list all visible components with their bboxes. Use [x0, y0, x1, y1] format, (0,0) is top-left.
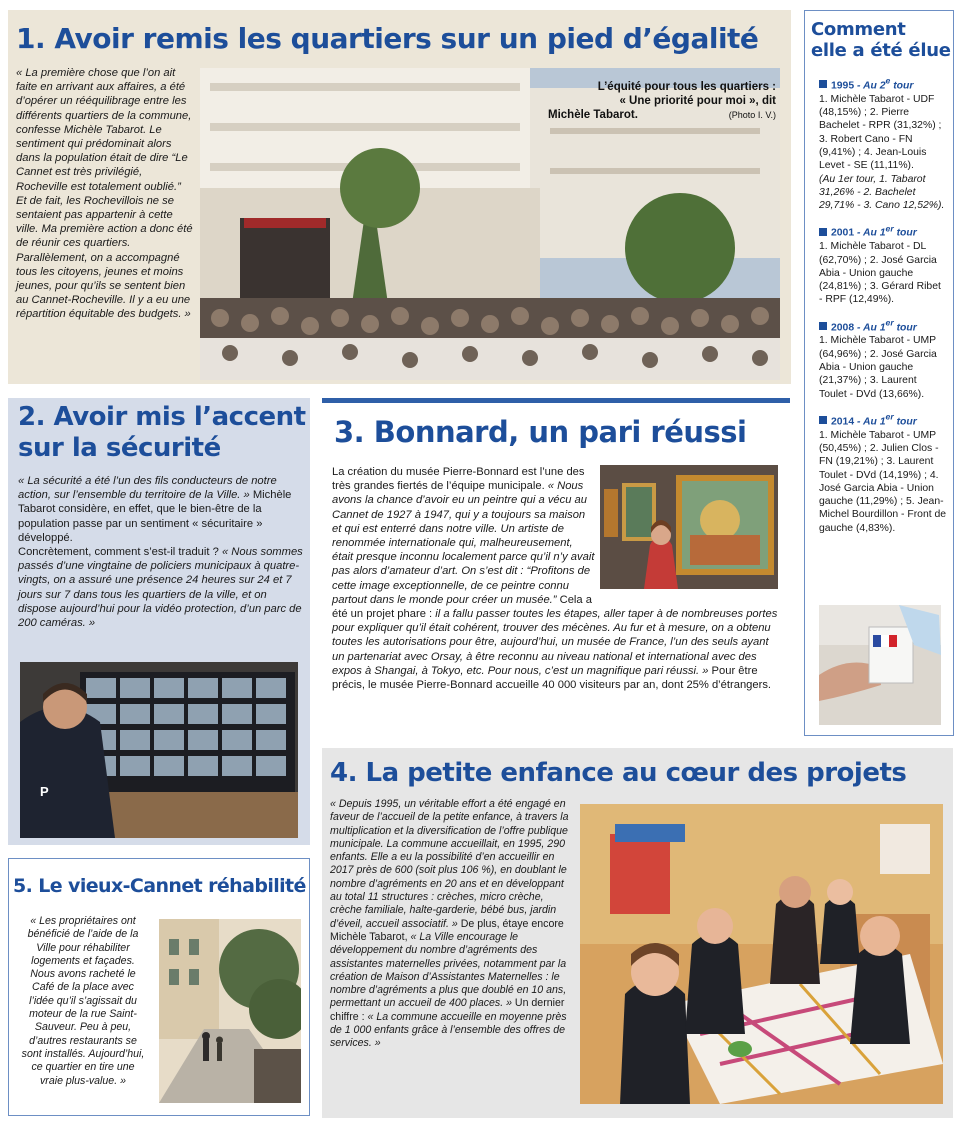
section4-n1: De plus, étaye encore Michèle Tabarot, — [330, 917, 564, 943]
entry-text: 1. Michèle Tabarot - DL (62,70%) ; 2. José Garcia Abia - Union gauche (24,81%) ; 3. Gérard Ribet - RPF (12,49%). — [819, 241, 941, 306]
entry-year: 2001 — [831, 227, 855, 239]
section2-title-line1: 2. Avoir mis l’accent — [18, 402, 306, 432]
sidebar-entry — [819, 222, 947, 306]
caption-line2: « Une priorité pour moi », dit — [619, 95, 776, 107]
square-bullet-icon — [819, 80, 827, 88]
section-vieux-cannet — [8, 858, 310, 1116]
caption-line1: L’équité pour tous les quartiers : — [597, 81, 776, 93]
photo-caption — [548, 80, 776, 122]
square-bullet-icon — [819, 228, 827, 236]
section2-title-line2: sur la sécurité — [18, 433, 221, 463]
section1-title: 1. Avoir remis les quartiers sur un pied d’égalité — [16, 22, 759, 55]
section3-p-quote2: il a fallu passer toutes les étapes, aller taper à de nombreuses portes pour expliquer qu’il était cohérent, trouver des mécènes. Au fur et à mesure, on a obtenu toutes les autorisations pour être, aujourd’hui, un musée de France, l’un des seuls ayant un partenariat avec Orsay, à être reconnu au niveau national et international avec des expos à Shangai, à Tokyo, etc. Pour nous, c’est un magnifique pari réussi. » — [332, 608, 778, 677]
section4-n2: Un dernier chiffre : — [330, 997, 565, 1023]
entry-round-end: tour — [893, 227, 917, 239]
section-quartiers — [8, 10, 791, 384]
section1-body-quote: « La première chose que l’on ait faite en arrivant aux affaires, a été d’opérer un rééquilibrage entre les différents quartiers de la commune, — [16, 67, 192, 122]
caption-line3: Michèle Tabarot. — [548, 109, 638, 121]
section3-p-normal1: La création du musée Pierre-Bonnard est l’une des très grandes fiertés de l’équipe municipale. — [332, 466, 585, 493]
photo-ballot — [819, 605, 941, 725]
entry-text: 1. Michèle Tabarot - UMP (64,96%) ; 2. José Garcia Abia - Union gauche (21,37%) ; 3. Laurent Toulet - DVd (13,66%). — [819, 335, 937, 400]
photo-video-surveillance — [20, 662, 298, 838]
entry-text: 1. Michèle Tabarot - UMP (50,45%) ; 2. Julien Clos - FN (19,21%) ; 3. Laurent Toulet - DVd (14,19%) ; 4. José Garcia Abia - Union gauche (11,29%) ; 5. Jean-Michel Bourdillon - Front de gauche (4,83%). — [819, 429, 947, 534]
section3-p-normal2: Cela a été un projet phare : — [332, 593, 592, 621]
square-bullet-icon — [819, 322, 827, 330]
section3-photo-space — [596, 465, 780, 593]
sidebar-entry — [819, 75, 947, 212]
section-bonnard — [322, 398, 790, 731]
sidebar-title — [805, 11, 953, 61]
entry-round-sup: er — [885, 317, 894, 328]
sidebar-elections — [804, 10, 954, 736]
entry-round-end: tour — [893, 416, 917, 428]
police-badge-text: P — [40, 784, 49, 799]
entry-round: - Au 1 — [854, 416, 886, 428]
entry-round: - Au 1 — [854, 227, 886, 239]
section5-body: « Les propriétaires ont bénéficié de l’aide de la Ville pour réhabiliter logements et façades. Nous avons racheté le Café de la place avec l’idée qu’il s’agissait du moteur de la rue Saint-Sauveur. Peu à peu, d’autres restaurants se sont installés. Aujourd’hui, ce quartier en tire une vraie plus-value. » — [21, 915, 145, 1087]
section1-body-normal: confesse Michèle Tabarot. Le sentiment qui prédominait alors dans la population était de dire “Le Cannet est très privilégié, Rocheville est totalement oublié.” Et de fait, les Rochevillois ne se sentaient pas appartenir à cette ville. Ma première action a donc été de réunir ces quartiers. Parallèlement, on a accompagné tous les citoyens, jeunes et moins jeunes, pour qu’ils se sentent bien au Cannet-Rocheville. Il y a eu une répartition équitable des budgets. » — [16, 123, 193, 321]
entry-note: (Au 1er tour, 1. Tabarot 31,26% - 2. Bachelet 29,71% - 3. Cano 12,52%). — [819, 173, 945, 212]
entry-round-end: tour — [890, 80, 914, 92]
section2-p1-normal: Michèle Tabarot considère, en effet, que le bien-être de la population passe par un sentiment « sécuritaire » développé. — [18, 489, 292, 544]
section3-title: 3. Bonnard, un pari réussi — [334, 415, 747, 449]
caption-line3-row — [548, 108, 776, 122]
section2-body — [18, 474, 304, 630]
section2-p2-normal: Concrètement, comment s’est-il traduit ? — [18, 546, 222, 559]
section4-title: 4. La petite enfance au cœur des projets — [330, 758, 907, 788]
sidebar-title-line1: Comment — [811, 19, 906, 40]
section5-title: 5. Le vieux-Cannet réhabilité — [13, 875, 306, 897]
square-bullet-icon — [819, 416, 827, 424]
entry-round-sup: er — [885, 223, 894, 234]
entry-round: - Au 2 — [854, 80, 886, 92]
entry-year: 2008 — [831, 322, 855, 334]
section4-q1: « Depuis 1995, un véritable effort a été engagé en faveur de l’accueil de la petite enfance, à travers la multiplication et la diversification de l’offre publique municipale. La commune accueillait, en 1995, 290 enfants. Elle a eu la possibilité d’en accueillir en 2017 près de 600 (soit plus 106 %), en doublant le nombre d’agréments en 20 ans et en développant au total 11 structures : crèches, micro crèche, crèche familiale, halte-garderie, bébé bus, jardin d’éveil, accueil associatif. » — [330, 798, 569, 930]
section1-body — [16, 66, 194, 322]
section4-body — [330, 798, 574, 1051]
entry-round-end: tour — [893, 322, 917, 334]
entry-round-sup: e — [885, 76, 891, 86]
section2-p2-quote: « Nous sommes passés d’une vingtaine de policiers municipaux à quatre-vingts, on a assuré une présence 24 heures sur 24 et 7 jours sur 7 dans tous les quartiers de la ville, et on dispose aujourd’hui pour la vidéo protection, d’un parc de 200 caméras. » — [18, 546, 303, 630]
section2-title — [18, 402, 306, 464]
section4-q2: « La Ville encourage le développement du nombre d’agréments des assistantes maternelles privées, notamment par la création de Maison d’Assistantes Maternelles : le nombre d’agréments a plus que doublé en 10 ans, permettant un accueil de 400 places. » — [330, 930, 567, 1010]
section3-p-normal3: Pour être précis, le musée Pierre-Bonnard accueille 40 000 visiteurs par an, dont 25% d’étrangers. — [332, 664, 772, 692]
section4-q3: « La commune accueille en moyenne près de 1 000 enfants grâce à l’ensemble des offres de services. » — [330, 1010, 567, 1050]
photo-creche-children — [580, 804, 943, 1104]
entry-year: 1995 — [831, 80, 855, 92]
entry-round-sup: er — [885, 411, 894, 422]
section2-p1-quote: « La sécurité a été l’un des fils conducteurs de notre action, sur l’ensemble du territoire de la Ville. » — [18, 475, 277, 502]
photo-rue-saint-sauveur — [159, 919, 301, 1103]
sidebar-entries — [805, 61, 953, 535]
caption-credit: (Photo I. V.) — [728, 110, 776, 120]
section-securite — [8, 398, 310, 845]
section-petite-enfance — [322, 748, 953, 1118]
entry-text: 1. Michèle Tabarot - UDF (48,15%) ; 2. Pierre Bachelet - RPR (31,32%) ; 3. Robert Cano - FN (9,41%) ; 4. Jean-Louis Levet - SE (11,11%). — [819, 93, 942, 172]
sidebar-title-line2: elle a été élue — [811, 40, 951, 61]
sidebar-entry — [819, 317, 947, 401]
entry-year: 2014 — [831, 416, 855, 428]
sidebar-entry — [819, 411, 947, 535]
section3-p-quote1: « Nous avons la chance d’avoir eu un peintre qui a vécu au Cannet de 1927 à 1947, qui y a toujours sa maison et qui est enterré dans notre ville. Un artiste de renommée internationale qui, malheureusement, était presque inconnu localement parce qu’il n’y avait pas alors d’amateur d’art. On s’est dit : “Profitons de cette image exceptionnelle, de ce peintre connu partout dans le monde pour créer un musée.” — [332, 480, 595, 606]
entry-round: - Au 1 — [854, 322, 886, 334]
section3-body — [332, 465, 780, 692]
